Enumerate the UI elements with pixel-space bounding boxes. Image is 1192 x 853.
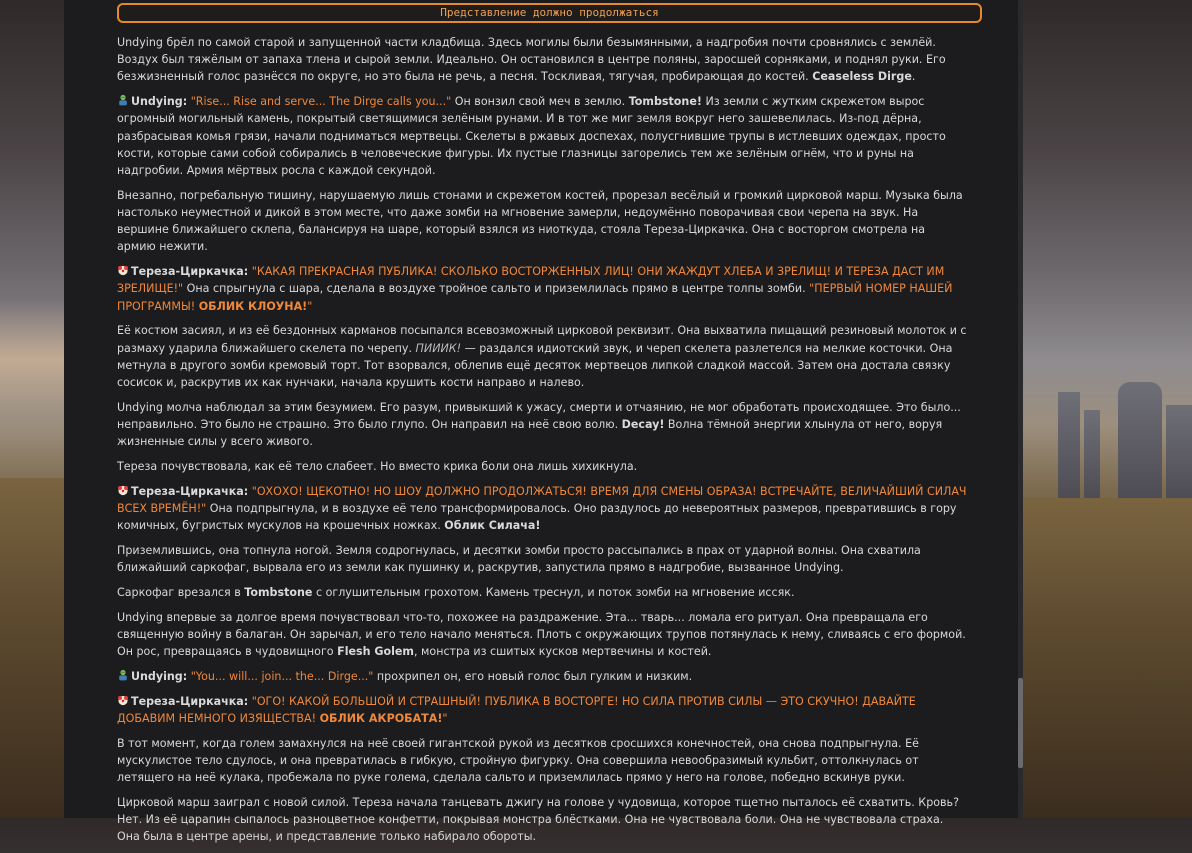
background-rock-spire bbox=[1084, 410, 1100, 502]
story-paragraph: Внезапно, погребальную тишину, нарушаемую лишь стонами и скрежетом костей, прорезал весёлый и громкий цирковой марш. Музыка была настолько неуместной и дикой в этом месте, что даже зомби на мгновение замерли, недоумённо поворачивая свои черепа на звук. На вершине ближайшего склепа, балансируя на шаре, который взялся из ниоткуда, стояла Тереза-Циркачка. Она с восторгом смотрела на армию нежити. bbox=[117, 188, 963, 254]
dialogue-line-undying: Undying: "You... will... join... the... Dirge..." прохрипел он, его новый голос был гулким и низким. bbox=[117, 668, 967, 685]
background-hill-left bbox=[0, 478, 64, 818]
story-paragraph: Её костюм засиял, и из её бездонных карманов посыпался всевозможный цирковой реквизит. Она выхватила пищащий резиновый молоток и с размаху ударила ближайшего скелета по черепу. ПИИИК! — раздался идиотский звук, и череп скелета разлетелся на мелкие косточки. Она метнула в другого зомби кремовый торт. Тот взорвался, облепив ещё десяток мертвецов липкой сладкой массой. Затем она достала связку сосисок и, раскрутив их как нунчаки, начала крушить кости направо и налево. bbox=[117, 324, 967, 390]
background-hill-right bbox=[1022, 498, 1192, 818]
background-landscape-left bbox=[0, 0, 64, 818]
background-rock-spire bbox=[1118, 382, 1162, 502]
story-paragraph: Цирковой марш заиграл с новой силой. Тереза начала танцевать джигу на голове у чудовища, которое тщетно пыталось её схватить. Кровь? Нет. Из её царапин сыпалось разноцветное конфетти, покрывая монстра блёстками. Она не чувствовала боли. Она не чувствовала страха. Она была в центре арены, и представление только набирало обороты. bbox=[117, 796, 959, 844]
zombie-icon bbox=[117, 94, 129, 106]
zombie-icon bbox=[117, 669, 129, 681]
background-rock-spire bbox=[1166, 405, 1192, 502]
dialogue-line-tereza: Тереза-Циркачка: "ОХОХО! ЩЕКОТНО! НО ШОУ ДОЛЖНО ПРОДОЛЖАТЬСЯ! ВРЕМЯ ДЛЯ СМЕНЫ ОБРАЗА! ВСТРЕЧАЙТЕ, ВЕЛИЧАЙШИЙ СИЛАЧ ВСЕХ ВРЕМЁН!" Она подпрыгнула, и в воздухе её тело трансформировалось. Оно раздулось до невероятных размеров, превратившись в гору комичных, бугристых мускулов на крошечных ножках. Облик Силача! bbox=[117, 484, 967, 533]
scrollbar-track[interactable] bbox=[1018, 0, 1023, 818]
story-paragraph: Тереза почувствовала, как её тело слабеет. Но вместо крика боли она лишь хихикнула. bbox=[117, 460, 638, 474]
background-rock-spire bbox=[1058, 392, 1080, 502]
dialogue-line-undying: Undying: "Rise... Rise and serve... The Dirge calls you..." Он вонзил свой меч в землю. Tombstone! Из земли с жутким скрежетом вырос огромный могильный камень, покрытый светящимися зелёным рунами. И в тот же миг земля вокруг него зашевелилась. Из-под дёрна, разбрасывая комья грязи, начали подниматься мертвецы. Скелеты в ржавых доспехах, полусгнившие трупы в истлевших одеждах, просто кости, которые сами собой собирались в человеческие фигуры. Их пустые глазницы загорелись тем же зелёным огнём, что и руны на надгробии. Армия мёртвых росла с каждой секундой. bbox=[117, 95, 946, 178]
story-content bbox=[117, 34, 967, 853]
story-paragraph: Приземлившись, она топнула ногой. Земля содрогнулась, и десятки зомби просто рассыпались в прах от ударной волны. Она схватила ближайший саркофаг, вырвала его из земли как пушинку и, раскрутив, запустила прямо в надгробие, вызванное Undying. bbox=[117, 544, 921, 575]
dialogue-line-tereza: Тереза-Циркачка: "КАКАЯ ПРЕКРАСНАЯ ПУБЛИКА! СКОЛЬКО ВОСТОРЖЕННЫХ ЛИЦ! ОНИ ЖАЖДУТ ХЛЕБА И ЗРЕЛИЩ! И ТЕРЕЗА ДАСТ ИМ ЗРЕЛИЩЕ!" Она спрыгнула с шара, сделала в воздухе тройное сальто и приземлилась прямо в центре толпы зомби. "ПЕРВЫЙ НОМЕР НАШЕЙ ПРОГРАММЫ! ОБЛИК КЛОУНА!" bbox=[117, 265, 953, 313]
story-paragraph: В тот момент, когда голем замахнулся на неё своей гигантской рукой из десятков сросшихся конечностей, она снова подпрыгнула. Её мускулистое тело сдулось, и она превратилась в гибкую, стройную фигурку. Она совершила невообразимый кульбит, оттолкнулась от летящего на неё кулака, пробежала по руке голема, сделала сальто и приземлилась прямо у него на голове, победно вскинув руки. bbox=[117, 736, 919, 785]
dialogue-line-tereza: Тереза-Циркачка: "ОГО! КАКОЙ БОЛЬШОЙ И СТРАШНЫЙ! ПУБЛИКА В ВОСТОРГЕ! НО СИЛА ПРОТИВ СИЛЫ — ЭТО СКУЧНО! ДАВАЙТЕ ДОБАВИМ НЕМНОГО ИЗЯЩЕСТВА! ОБЛИК АКРОБАТА!" bbox=[117, 694, 916, 726]
story-paragraph: Undying молча наблюдал за этим безумием. Его разум, привыкший к ужасу, смерти и отчаянию, не мог обработать происходящее. Это было... неправильно. Это было не страшно. Это было глупо. Он направил на неё свою волю. Decay! Волна тёмной энергии хлынула от него, воруя жизненные силы у всего живого. bbox=[117, 400, 961, 449]
story-paragraph: Undying брёл по самой старой и запущенной части кладбища. Здесь могилы были безымянными, а надгробия почти сровнялись с землёй. Воздух был тяжёлым от запаха тлена и сырой земли. Идеально. Он остановился в центре поляны, заросшей сорняками, и поднял руки. Его безжизненный голос разнёсся по округе, но это была не речь, а песня. Тоскливая, тягучая, пробирающая до костей. Ceaseless Dirge. bbox=[117, 36, 946, 84]
story-paragraph: Саркофаг врезался в Tombstone с оглушительным грохотом. Камень треснул, и поток зомби на мгновение иссяк. bbox=[117, 586, 795, 600]
clown-icon bbox=[117, 484, 129, 496]
clown-icon bbox=[117, 694, 129, 706]
sun-glow bbox=[0, 300, 64, 420]
chat-panel bbox=[64, 0, 1022, 844]
clown-icon bbox=[117, 264, 129, 276]
story-scroll-area[interactable] bbox=[64, 0, 1022, 844]
background-landscape-right bbox=[1022, 0, 1192, 818]
story-title: Представление должно продолжаться bbox=[117, 3, 982, 23]
scrollbar-thumb[interactable] bbox=[1018, 678, 1023, 768]
story-paragraph: Undying впервые за долгое время почувствовал что-то, похожее на раздражение. Эта... тварь... ломала его ритуал. Она превращала его священную войну в балаган. Он зарычал, и его тело начало меняться. Плоть с окружающих трупов потянулась к нему, сливаясь с его формой. Он рос, превращаясь в чудовищного Flesh Golem, монстра из сшитых кусков мертвечины и костей. bbox=[117, 610, 966, 659]
